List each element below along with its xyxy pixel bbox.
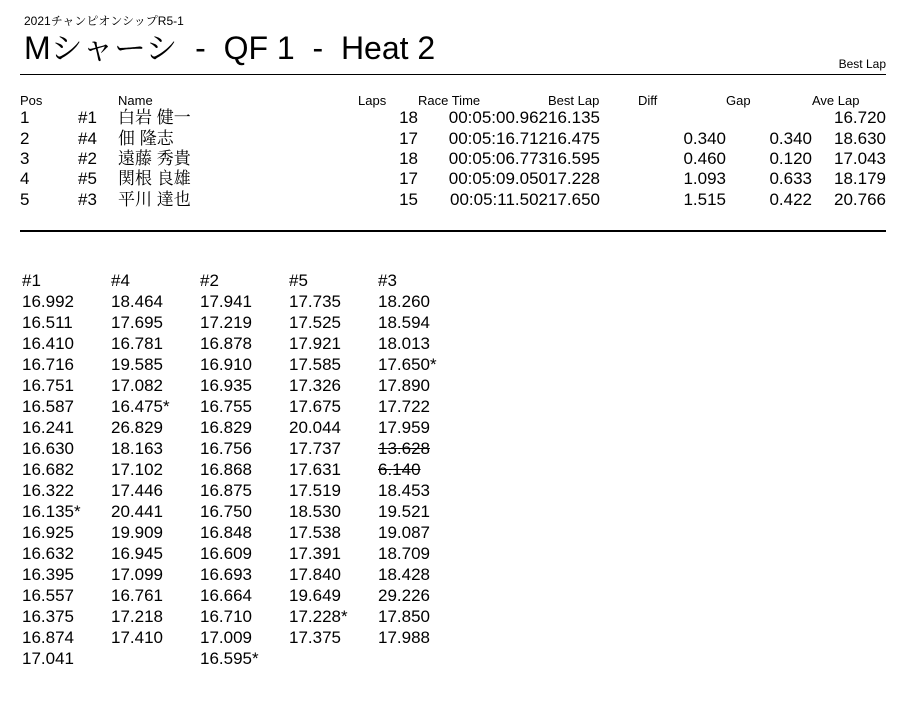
lap-time-value: 29.226 bbox=[378, 586, 430, 605]
lap-column-header: #3 bbox=[378, 271, 397, 290]
lap-time-value: 17.099 bbox=[111, 565, 163, 584]
cell-ave-lap: 16.720 bbox=[834, 108, 886, 128]
lap-time-value: 17.375 bbox=[289, 628, 341, 647]
lap-time bbox=[111, 375, 200, 396]
lap-time-value: 6.140 bbox=[378, 460, 421, 479]
lap-time-value: 19.087 bbox=[378, 523, 430, 542]
cell-diff: 0.340 bbox=[683, 128, 726, 148]
lap-time bbox=[289, 585, 378, 606]
lap-time bbox=[111, 438, 200, 459]
lap-time-value: 17.921 bbox=[289, 334, 341, 353]
lap-time-value: 16.761 bbox=[111, 586, 163, 605]
lap-time bbox=[378, 522, 467, 543]
lap-time bbox=[200, 522, 289, 543]
lap-time-value: 17.391 bbox=[289, 544, 341, 563]
cell-pos: 5 bbox=[20, 189, 30, 209]
lap-time-value: 17.735 bbox=[289, 292, 341, 311]
lap-time-struck bbox=[378, 438, 467, 459]
cell-diff bbox=[638, 108, 726, 128]
lap-time bbox=[111, 396, 200, 417]
event-name: 2021チャンピオンシップR5-1 bbox=[24, 14, 184, 28]
lap-time bbox=[22, 543, 111, 564]
lap-time-value: 17.988 bbox=[378, 628, 430, 647]
lap-time bbox=[111, 501, 200, 522]
lap-time-value: 13.628 bbox=[378, 439, 430, 458]
lap-time bbox=[111, 522, 200, 543]
cell-driver-name: 平川 達也 bbox=[118, 189, 191, 209]
lap-time bbox=[200, 438, 289, 459]
lap-time bbox=[111, 480, 200, 501]
cell-car-number: #1 bbox=[78, 108, 97, 128]
lap-time bbox=[289, 480, 378, 501]
lap-time-value: 20.044 bbox=[289, 418, 341, 437]
lap-time bbox=[289, 375, 378, 396]
title-divider bbox=[20, 74, 886, 75]
results-row bbox=[20, 128, 886, 148]
cell-pos: 1 bbox=[20, 108, 30, 128]
lap-column bbox=[378, 270, 467, 669]
lap-time-value: 17.941 bbox=[200, 292, 252, 311]
cell-driver-name: 佃 隆志 bbox=[118, 128, 174, 148]
lap-time bbox=[200, 291, 289, 312]
lap-time bbox=[200, 375, 289, 396]
lap-time-value: 16.693 bbox=[200, 565, 252, 584]
lap-time bbox=[378, 627, 467, 648]
lap-time bbox=[378, 375, 467, 396]
cell-best-lap: 16.135 bbox=[548, 108, 600, 128]
lap-time-value: 17.840 bbox=[289, 565, 341, 584]
lap-time-value: 16.475* bbox=[111, 397, 170, 416]
lap-time-value: 16.756 bbox=[200, 439, 252, 458]
lap-time bbox=[22, 354, 111, 375]
lap-time-value: 16.395 bbox=[22, 565, 74, 584]
cell-gap bbox=[726, 108, 812, 128]
results-row bbox=[20, 169, 886, 189]
lap-time-value: 16.751 bbox=[22, 376, 74, 395]
lap-column bbox=[22, 270, 111, 669]
cell-driver-name: 遠藤 秀貴 bbox=[118, 148, 191, 168]
lap-time bbox=[200, 396, 289, 417]
cell-car-number: #3 bbox=[78, 189, 97, 209]
lap-time-value: 17.890 bbox=[378, 376, 430, 395]
lap-time-value: 16.375 bbox=[22, 607, 74, 626]
lap-time-value: 16.630 bbox=[22, 439, 74, 458]
lap-time bbox=[22, 480, 111, 501]
lap-time-value: 16.910 bbox=[200, 355, 252, 374]
lap-time-value: 16.410 bbox=[22, 334, 74, 353]
lap-time bbox=[378, 480, 467, 501]
lap-time-value: 17.326 bbox=[289, 376, 341, 395]
lap-time-value: 16.595* bbox=[200, 649, 259, 668]
lap-time-value: 17.228* bbox=[289, 607, 348, 626]
lap-time-value: 17.410 bbox=[111, 628, 163, 647]
lap-time bbox=[289, 501, 378, 522]
lap-time bbox=[22, 396, 111, 417]
lap-time bbox=[111, 312, 200, 333]
lap-time bbox=[111, 354, 200, 375]
lap-time-value: 17.737 bbox=[289, 439, 341, 458]
lap-time bbox=[289, 438, 378, 459]
cell-race-time: 00:05:11.502 bbox=[450, 189, 548, 209]
lap-time bbox=[200, 333, 289, 354]
lap-time-value: 18.453 bbox=[378, 481, 430, 500]
lap-time-value: 16.587 bbox=[22, 397, 74, 416]
lap-column-header: #4 bbox=[111, 271, 130, 290]
lap-time-value: 26.829 bbox=[111, 418, 163, 437]
lap-time-value: 19.909 bbox=[111, 523, 163, 542]
lap-time bbox=[378, 585, 467, 606]
lap-time bbox=[22, 417, 111, 438]
lap-time-value: 20.441 bbox=[111, 502, 163, 521]
lap-column bbox=[289, 270, 378, 669]
lap-time-value: 19.521 bbox=[378, 502, 430, 521]
lap-time-value: 17.446 bbox=[111, 481, 163, 500]
lap-time bbox=[378, 501, 467, 522]
lap-time-value: 17.525 bbox=[289, 313, 341, 332]
cell-gap: 0.633 bbox=[769, 169, 812, 189]
lap-time-value: 16.710 bbox=[200, 607, 252, 626]
lap-time-value: 17.631 bbox=[289, 460, 341, 479]
lap-time-value: 16.609 bbox=[200, 544, 252, 563]
lap-time-value: 16.925 bbox=[22, 523, 74, 542]
lap-time-value: 16.632 bbox=[22, 544, 74, 563]
lap-time bbox=[22, 627, 111, 648]
lap-time-value: 16.716 bbox=[22, 355, 74, 374]
lap-time-value: 17.959 bbox=[378, 418, 430, 437]
lap-time bbox=[289, 396, 378, 417]
lap-time-value: 18.530 bbox=[289, 502, 341, 521]
lap-time-value: 18.260 bbox=[378, 292, 430, 311]
lap-time bbox=[289, 564, 378, 585]
lap-time bbox=[200, 312, 289, 333]
results-row bbox=[20, 108, 886, 128]
lap-time bbox=[111, 606, 200, 627]
page-title: Mシャーシ - QF 1 - Heat 2 bbox=[24, 30, 436, 66]
lap-time bbox=[200, 585, 289, 606]
lap-time bbox=[200, 501, 289, 522]
lap-time bbox=[111, 564, 200, 585]
lap-time bbox=[289, 627, 378, 648]
header-race-time: Race Time bbox=[418, 92, 481, 108]
cell-driver-name: 白岩 健一 bbox=[118, 108, 191, 128]
lap-time-value: 16.322 bbox=[22, 481, 74, 500]
cell-best-lap: 17.650 bbox=[548, 189, 600, 209]
lap-time bbox=[111, 417, 200, 438]
lap-time-value: 17.850 bbox=[378, 607, 430, 626]
cell-laps: 18 bbox=[399, 108, 418, 128]
header-pos: Pos bbox=[20, 92, 43, 108]
cell-driver-name: 関根 良雄 bbox=[118, 169, 191, 189]
cell-laps: 17 bbox=[399, 128, 418, 148]
header-best-lap: Best Lap bbox=[548, 92, 600, 108]
lap-time-value: 17.219 bbox=[200, 313, 252, 332]
lap-time bbox=[378, 543, 467, 564]
lap-time bbox=[200, 648, 289, 669]
lap-time bbox=[22, 585, 111, 606]
header-diff: Diff bbox=[638, 92, 658, 108]
lap-time-value: 17.675 bbox=[289, 397, 341, 416]
lap-time bbox=[22, 438, 111, 459]
cell-diff: 0.460 bbox=[683, 148, 726, 168]
lap-time-value: 16.874 bbox=[22, 628, 74, 647]
cell-car-number: #4 bbox=[78, 128, 97, 148]
lap-time-value: 16.750 bbox=[200, 502, 252, 521]
lap-time-value: 18.163 bbox=[111, 439, 163, 458]
header-gap: Gap bbox=[726, 92, 751, 108]
lap-time bbox=[200, 606, 289, 627]
lap-time bbox=[289, 417, 378, 438]
cell-laps: 18 bbox=[399, 148, 418, 168]
lap-time bbox=[289, 543, 378, 564]
header-name: Name bbox=[118, 92, 153, 108]
results-row bbox=[20, 190, 886, 210]
lap-column-header: #2 bbox=[200, 271, 219, 290]
lap-time-value: 17.519 bbox=[289, 481, 341, 500]
lap-time-value: 16.945 bbox=[111, 544, 163, 563]
lap-time-value: 19.649 bbox=[289, 586, 341, 605]
lap-time-value: 16.935 bbox=[200, 376, 252, 395]
cell-ave-lap: 17.043 bbox=[834, 148, 886, 168]
lap-column bbox=[200, 270, 289, 669]
header-ave-lap: Ave Lap bbox=[812, 92, 860, 108]
lap-time bbox=[111, 627, 200, 648]
cell-diff: 1.093 bbox=[683, 169, 726, 189]
lap-time bbox=[111, 459, 200, 480]
cell-best-lap: 16.475 bbox=[548, 128, 600, 148]
lap-time-value: 17.041 bbox=[22, 649, 74, 668]
lap-time-value: 16.875 bbox=[200, 481, 252, 500]
results-header-row bbox=[20, 92, 886, 108]
lap-time-value: 17.218 bbox=[111, 607, 163, 626]
lap-time bbox=[289, 291, 378, 312]
lap-time bbox=[22, 501, 111, 522]
lap-time-value: 16.241 bbox=[22, 418, 74, 437]
cell-ave-lap: 18.630 bbox=[834, 128, 886, 148]
cell-car-number: #2 bbox=[78, 148, 97, 168]
lap-time-value: 16.992 bbox=[22, 292, 74, 311]
lap-time bbox=[378, 417, 467, 438]
lap-time-struck bbox=[378, 459, 467, 480]
cell-ave-lap: 20.766 bbox=[834, 189, 886, 209]
lap-time-value: 18.594 bbox=[378, 313, 430, 332]
lap-time bbox=[22, 312, 111, 333]
lap-time bbox=[289, 333, 378, 354]
header-laps: Laps bbox=[358, 92, 387, 108]
lap-time-value: 17.009 bbox=[200, 628, 252, 647]
lap-time-value: 16.878 bbox=[200, 334, 252, 353]
cell-race-time: 00:05:06.773 bbox=[448, 148, 548, 168]
cell-ave-lap: 18.179 bbox=[834, 169, 886, 189]
lap-time-value: 16.135* bbox=[22, 502, 81, 521]
lap-time-value: 16.511 bbox=[22, 313, 73, 332]
lap-time bbox=[378, 564, 467, 585]
lap-time bbox=[111, 291, 200, 312]
lap-time-value: 19.585 bbox=[111, 355, 163, 374]
lap-time bbox=[289, 459, 378, 480]
cell-pos: 2 bbox=[20, 128, 30, 148]
lap-time bbox=[22, 564, 111, 585]
lap-time-value: 17.538 bbox=[289, 523, 341, 542]
lap-time bbox=[111, 333, 200, 354]
lap-time bbox=[111, 543, 200, 564]
cell-race-time: 00:05:16.712 bbox=[448, 128, 548, 148]
cell-car-number: #5 bbox=[78, 169, 97, 189]
lap-time bbox=[378, 606, 467, 627]
lap-column-header: #1 bbox=[22, 271, 41, 290]
lap-time bbox=[200, 627, 289, 648]
lap-time bbox=[289, 606, 378, 627]
lap-time-value: 16.848 bbox=[200, 523, 252, 542]
results-table bbox=[20, 92, 886, 210]
cell-gap: 0.340 bbox=[769, 128, 812, 148]
lap-time-value: 17.650* bbox=[378, 355, 437, 374]
cell-best-lap: 16.595 bbox=[548, 148, 600, 168]
lap-time-value: 16.781 bbox=[111, 334, 163, 353]
lap-time-value: 18.013 bbox=[378, 334, 430, 353]
lap-time-value: 18.709 bbox=[378, 544, 430, 563]
lap-time bbox=[22, 333, 111, 354]
lap-time bbox=[378, 333, 467, 354]
cell-diff: 1.515 bbox=[683, 189, 726, 209]
lap-time-value: 16.682 bbox=[22, 460, 74, 479]
lap-time-value: 17.722 bbox=[378, 397, 430, 416]
lap-time bbox=[200, 354, 289, 375]
lap-time bbox=[22, 459, 111, 480]
lap-time bbox=[289, 522, 378, 543]
cell-gap: 0.422 bbox=[769, 189, 812, 209]
lap-time bbox=[22, 522, 111, 543]
cell-race-time: 00:05:09.050 bbox=[448, 169, 548, 189]
lap-time-value: 17.102 bbox=[111, 460, 163, 479]
lap-times-grid bbox=[22, 270, 467, 669]
cell-laps: 15 bbox=[399, 189, 418, 209]
lap-time-value: 16.829 bbox=[200, 418, 252, 437]
cell-pos: 4 bbox=[20, 169, 30, 189]
lap-time bbox=[22, 375, 111, 396]
lap-time bbox=[378, 312, 467, 333]
cell-gap: 0.120 bbox=[769, 148, 812, 168]
cell-best-lap: 17.228 bbox=[548, 169, 600, 189]
cell-pos: 3 bbox=[20, 148, 30, 168]
lap-time-value: 17.082 bbox=[111, 376, 163, 395]
cell-laps: 17 bbox=[399, 169, 418, 189]
lap-time bbox=[378, 291, 467, 312]
lap-column-header: #5 bbox=[289, 271, 308, 290]
results-divider bbox=[20, 230, 886, 232]
lap-column bbox=[111, 270, 200, 669]
lap-time bbox=[200, 564, 289, 585]
header-num bbox=[78, 92, 118, 108]
lap-time bbox=[200, 417, 289, 438]
lap-time-value: 16.868 bbox=[200, 460, 252, 479]
lap-time-value: 16.664 bbox=[200, 586, 252, 605]
lap-time bbox=[22, 291, 111, 312]
lap-time bbox=[378, 354, 467, 375]
lap-time bbox=[200, 543, 289, 564]
lap-time-value: 16.755 bbox=[200, 397, 252, 416]
lap-time bbox=[378, 396, 467, 417]
lap-time-value: 16.557 bbox=[22, 586, 74, 605]
lap-time-value: 18.428 bbox=[378, 565, 430, 584]
cell-race-time: 00:05:00.962 bbox=[448, 108, 548, 128]
lap-time bbox=[200, 480, 289, 501]
lap-time bbox=[289, 354, 378, 375]
lap-time-value: 17.695 bbox=[111, 313, 163, 332]
results-row bbox=[20, 149, 886, 169]
lap-time-value: 18.464 bbox=[111, 292, 163, 311]
best-lap-label: Best Lap bbox=[838, 57, 886, 71]
lap-time bbox=[200, 459, 289, 480]
lap-time-value: 17.585 bbox=[289, 355, 341, 374]
lap-time bbox=[111, 585, 200, 606]
lap-time bbox=[22, 606, 111, 627]
lap-time bbox=[22, 648, 111, 669]
lap-time bbox=[289, 312, 378, 333]
